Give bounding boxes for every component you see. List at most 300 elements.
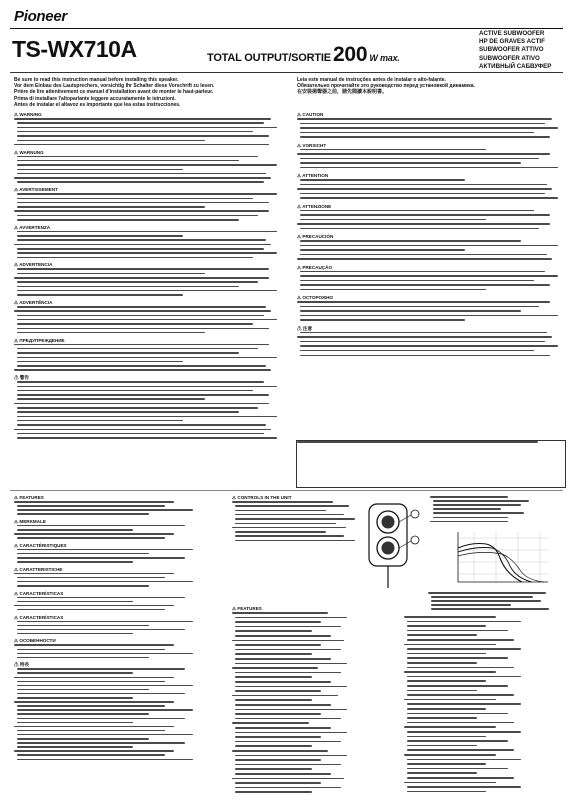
text-line (407, 740, 508, 742)
text-line (14, 277, 269, 279)
section-heading: ⚠ WARNUNG (14, 149, 44, 155)
text-line (235, 755, 347, 757)
text-line (235, 718, 341, 720)
text-line (300, 158, 539, 160)
text-line (407, 690, 477, 692)
text-line (17, 156, 258, 158)
text-line (17, 290, 277, 292)
text-line (235, 773, 331, 775)
text-line (430, 521, 508, 523)
warning-triangle-icon: ⚠ (297, 234, 303, 239)
text-line (235, 644, 321, 646)
text-line (17, 601, 133, 603)
text-line (17, 672, 133, 674)
text-line (235, 531, 326, 533)
text-line (404, 699, 496, 701)
text-line (235, 505, 349, 507)
text-line (235, 535, 344, 537)
text-line (17, 219, 239, 221)
text-line (235, 676, 312, 678)
text-line (407, 621, 521, 623)
total-output-unit: W max. (369, 53, 400, 63)
warning-triangle-icon: ⚠ (14, 224, 20, 230)
section-heading: ⚠ CARACTERÍSTICAS (14, 614, 64, 620)
text-line (17, 433, 264, 435)
text-line (297, 118, 552, 120)
text-line (407, 713, 508, 715)
text-line (14, 750, 174, 752)
warning-triangle-icon: ⚠ (232, 606, 238, 611)
text-line (433, 504, 521, 506)
text-line (300, 240, 521, 242)
text-line (433, 508, 501, 510)
text-line (407, 685, 508, 687)
intro-line: Antes de instalar el altavoz es importante que lea estas instrucciones. (14, 101, 181, 108)
text-line (14, 310, 271, 312)
text-line (17, 621, 193, 623)
text-line (17, 746, 133, 748)
section-heading: ⚠ ADVERTÊNCIA (14, 300, 53, 305)
text-line (17, 537, 165, 539)
text-line (300, 310, 521, 312)
text-line (17, 181, 264, 183)
text-line (300, 249, 465, 251)
warning-triangle-icon: ⚠ (14, 495, 20, 500)
text-line (404, 671, 496, 673)
text-line (297, 153, 550, 155)
text-line (17, 122, 264, 124)
text-line (407, 662, 477, 664)
intro-line: Prière de lire attentivement ce manuel d'installation avant de monter le haut-parleur. (14, 89, 214, 96)
text-line (235, 782, 321, 784)
text-line (17, 231, 277, 233)
section-heading: ⚠ ОСТОРОЖНО (297, 295, 334, 300)
text-line (300, 271, 545, 273)
text-line (300, 123, 545, 125)
text-line (17, 215, 258, 217)
text-line (232, 695, 338, 697)
notice-box (296, 440, 566, 488)
text-line (17, 549, 193, 551)
text-line (404, 754, 496, 756)
text-line (17, 198, 253, 200)
text-line (17, 273, 205, 275)
total-output-value: 200 (332, 43, 368, 66)
text-line (17, 352, 239, 354)
text-line (433, 517, 508, 519)
text-line (300, 127, 558, 129)
warning-triangle-icon: ⚠ (297, 295, 303, 300)
text-line (17, 390, 253, 392)
frequency-response-graph (452, 528, 552, 588)
text-line (235, 709, 347, 711)
text-line (235, 672, 341, 674)
text-line (17, 357, 277, 359)
text-line (17, 127, 277, 129)
text-line (14, 429, 271, 431)
text-line (300, 332, 547, 334)
text-line (17, 348, 258, 350)
text-line (300, 315, 558, 317)
text-line (17, 169, 183, 171)
knob-cap (382, 542, 395, 555)
text-line (300, 345, 558, 347)
text-line (235, 732, 347, 734)
text-line (235, 759, 321, 761)
warning-triangle-icon: ⚠ (14, 149, 20, 155)
text-line (300, 350, 534, 352)
text-line (17, 420, 183, 422)
text-line (17, 561, 133, 563)
text-line (17, 633, 133, 635)
text-line (232, 750, 328, 752)
text-line (17, 398, 205, 400)
text-line (407, 639, 514, 641)
features-column (14, 495, 214, 765)
text-line (14, 144, 269, 146)
product-name: HP DE GRAVES ACTIF (479, 38, 545, 46)
graph-grid (458, 532, 548, 582)
text-line (14, 177, 271, 179)
text-line (235, 741, 341, 743)
text-line (431, 596, 533, 598)
text-line (17, 513, 149, 515)
text-line (14, 573, 174, 575)
text-line (17, 131, 253, 133)
text-line (300, 167, 558, 169)
text-line (300, 162, 521, 164)
text-line (17, 437, 277, 439)
text-line (300, 306, 539, 308)
text-line (17, 411, 239, 413)
text-line (235, 764, 341, 766)
text-line (235, 713, 321, 715)
text-line (17, 140, 205, 142)
text-line (407, 676, 521, 678)
text-line (235, 510, 326, 512)
text-line (407, 791, 486, 793)
text-line (17, 685, 193, 687)
parts-column-2 (404, 616, 562, 796)
text-line (17, 597, 185, 599)
warning-triangle-icon: ⚠ (14, 518, 20, 524)
warning-triangle-icon: ⚠ (297, 203, 303, 209)
text-line (17, 381, 264, 383)
text-line (14, 344, 269, 346)
text-line (300, 284, 550, 286)
text-line (297, 301, 550, 303)
text-line (17, 424, 266, 426)
text-line (17, 629, 185, 631)
text-line (300, 132, 534, 134)
text-line (300, 193, 545, 195)
text-line (14, 118, 271, 120)
text-line (297, 258, 552, 260)
text-line (17, 705, 165, 707)
text-line (235, 540, 355, 542)
text-line (235, 690, 321, 692)
text-line (407, 731, 521, 733)
text-line (300, 184, 547, 186)
intro-left (14, 77, 284, 108)
text-line (17, 581, 193, 583)
text-line (235, 617, 347, 619)
text-line (17, 730, 165, 732)
text-line (17, 135, 269, 137)
text-line (235, 686, 347, 688)
text-line (232, 778, 344, 780)
text-line (407, 736, 486, 738)
text-line (17, 509, 193, 511)
text-line (407, 786, 521, 788)
callout-marker (411, 536, 419, 544)
text-line (407, 708, 486, 710)
section-heading: ⚠ CONTROLS IN THE UNIT (232, 495, 292, 500)
warning-triangle-icon: ⚠ (14, 590, 20, 596)
intro-right (297, 77, 563, 96)
text-line (235, 745, 312, 747)
text-line (17, 361, 183, 363)
text-line (297, 188, 552, 190)
text-line (17, 585, 149, 587)
text-line (300, 245, 558, 247)
text-line (297, 223, 550, 225)
text-line (235, 626, 341, 628)
text-line (235, 523, 336, 525)
text-line (404, 616, 496, 618)
product-name: ACTIVE SUBWOOFER (479, 30, 545, 37)
text-line (232, 612, 328, 614)
text-line (433, 512, 524, 514)
text-line (17, 689, 149, 691)
text-line (232, 527, 346, 529)
section-divider (10, 490, 563, 491)
section-heading: ⚠ WARNING (14, 112, 42, 117)
text-line (17, 315, 264, 317)
text-line (407, 768, 508, 770)
text-line (300, 280, 534, 282)
controls-column (232, 495, 362, 545)
text-line (17, 281, 258, 283)
text-line (17, 734, 193, 736)
parts-column (232, 606, 392, 796)
text-line (17, 505, 165, 507)
text-line (14, 605, 174, 607)
text-line (300, 136, 550, 138)
warning-triangle-icon: ⚠ (14, 337, 20, 343)
text-line (17, 759, 193, 761)
section-heading: ⚠ VORSICHT (297, 142, 327, 148)
text-line (407, 657, 508, 659)
text-line (407, 717, 477, 719)
text-line (431, 608, 549, 610)
text-line (235, 791, 312, 793)
text-line (407, 630, 508, 632)
text-line (17, 407, 258, 409)
text-line (17, 286, 239, 288)
text-line (17, 609, 165, 611)
intro-line: Обязательно прочитайте это руководство перед установкой динамика. (297, 83, 475, 90)
text-line (17, 738, 149, 740)
section-heading: ⚠ AVVERTENZA (14, 224, 51, 230)
section-heading: ⚠ ATTENZIONE (297, 203, 332, 209)
text-line (17, 160, 239, 162)
text-line (17, 693, 185, 695)
text-line (235, 681, 331, 683)
text-line (232, 501, 333, 503)
text-line (235, 787, 341, 789)
text-line (17, 268, 269, 270)
text-line (300, 219, 486, 221)
text-line (407, 634, 477, 636)
text-line (17, 416, 277, 418)
text-line (235, 768, 312, 770)
text-line (17, 323, 253, 325)
text-line (17, 193, 277, 195)
section-heading: ⚠ ОСОБЕННОСТИ (14, 638, 56, 644)
text-line (235, 514, 344, 516)
text-line (17, 365, 266, 367)
graph-caption (430, 496, 560, 526)
text-line (297, 336, 552, 338)
pioneer-logo: Pioneer (14, 8, 67, 25)
text-line (17, 577, 165, 579)
text-line (407, 759, 521, 761)
text-line (407, 777, 514, 779)
text-line (407, 772, 477, 774)
text-line (14, 533, 174, 535)
text-line (17, 657, 149, 659)
warning-triangle-icon: ⚠ (297, 325, 303, 331)
graph-note (428, 592, 562, 614)
text-line (300, 210, 534, 212)
text-line (232, 722, 309, 724)
warning-triangle-icon: ⚠ (297, 142, 303, 148)
text-line (17, 252, 277, 254)
text-line (300, 319, 465, 321)
product-name: АКТИВНЫЙ САБВУФЕР (479, 62, 552, 70)
intro-line: 在安裝揚聲器之前，請先閱讀本說明書。 (297, 89, 388, 96)
text-line (407, 680, 486, 682)
section-heading: ⚠ FEATURES (232, 606, 262, 611)
product-name: SUBWOOFER ATTIVO (479, 46, 544, 54)
section-heading: ⚠ AVERTISSEMENT (14, 187, 58, 193)
text-line (407, 763, 486, 765)
text-line (17, 697, 133, 699)
warning-triangle-icon: ⚠ (14, 187, 20, 193)
warning-triangle-icon: ⚠ (14, 262, 20, 268)
text-line (14, 701, 174, 703)
text-line (14, 403, 269, 405)
text-line (17, 328, 269, 330)
text-line (297, 441, 538, 443)
section-heading: ⚠ ATTENTION (297, 173, 329, 178)
section-heading: ⚠ MERKMALE (14, 518, 46, 524)
text-line (17, 718, 185, 720)
warning-triangle-icon: ⚠ (297, 264, 303, 270)
text-line (17, 206, 205, 208)
text-line (235, 649, 341, 651)
text-line (300, 149, 486, 151)
text-line (14, 677, 174, 679)
text-line (300, 355, 550, 357)
section-heading: ⚠ CARATTERISTICHE (14, 566, 63, 572)
warning-triangle-icon: ⚠ (232, 495, 238, 500)
text-line (235, 630, 312, 632)
text-line (235, 518, 355, 520)
text-line (17, 742, 185, 744)
warning-triangle-icon: ⚠ (297, 112, 303, 117)
section-heading: ⚠ FEATURES (14, 495, 44, 500)
section-heading: ⚠ PRECAUCIÓN (297, 234, 334, 239)
warning-triangle-icon: ⚠ (14, 662, 20, 668)
text-line (14, 644, 174, 646)
text-line (404, 782, 496, 784)
caution-column-right (297, 112, 563, 362)
text-line (17, 257, 253, 259)
warning-column-left (14, 112, 282, 442)
text-line (17, 332, 205, 334)
text-line (17, 653, 193, 655)
section-heading: ⚠ ПРЕДУПРЕЖДЕНИЕ (14, 337, 65, 343)
text-line (407, 722, 514, 724)
text-line (300, 341, 545, 343)
product-name: SUBWOOFER ATIVO (479, 54, 540, 62)
text-line (17, 713, 149, 715)
text-line (407, 749, 514, 751)
text-line (14, 501, 174, 503)
product-name-list (479, 30, 551, 71)
warning-triangle-icon: ⚠ (14, 614, 20, 620)
text-line (232, 640, 344, 642)
text-line (300, 254, 547, 256)
total-output-label: TOTAL OUTPUT/SORTIE (207, 52, 331, 64)
model-number: TS-WX710A (12, 36, 137, 62)
control-unit-illustration (355, 500, 425, 590)
intro-line: Leia este manual de instruções antes de instalar o alto-falante. (297, 77, 446, 83)
text-line (17, 386, 277, 388)
text-line (17, 394, 269, 396)
text-line (300, 275, 558, 277)
text-line (404, 726, 496, 728)
callout-marker (411, 510, 419, 518)
text-line (14, 369, 271, 371)
text-line (431, 604, 511, 606)
text-line (17, 319, 277, 321)
text-line (235, 621, 321, 623)
text-line (17, 529, 133, 531)
text-line (17, 173, 266, 175)
text-line (300, 179, 465, 181)
section-heading: ⚠ CARACTERÍSTICAS (14, 590, 64, 596)
text-line (17, 625, 149, 627)
text-line (430, 496, 508, 498)
text-line (404, 644, 496, 646)
warning-triangle-icon: ⚠ (14, 542, 20, 548)
text-line (428, 592, 546, 594)
text-line (17, 553, 149, 555)
section-heading: ⚠ ADVERTENCIA (14, 262, 53, 268)
text-line (407, 625, 486, 627)
header-rule-2 (10, 72, 563, 73)
text-line (17, 722, 133, 724)
text-line (407, 745, 477, 747)
response-curve (458, 552, 544, 582)
text-line (17, 709, 193, 711)
text-line (407, 703, 521, 705)
text-line (235, 653, 312, 655)
text-line (17, 649, 165, 651)
